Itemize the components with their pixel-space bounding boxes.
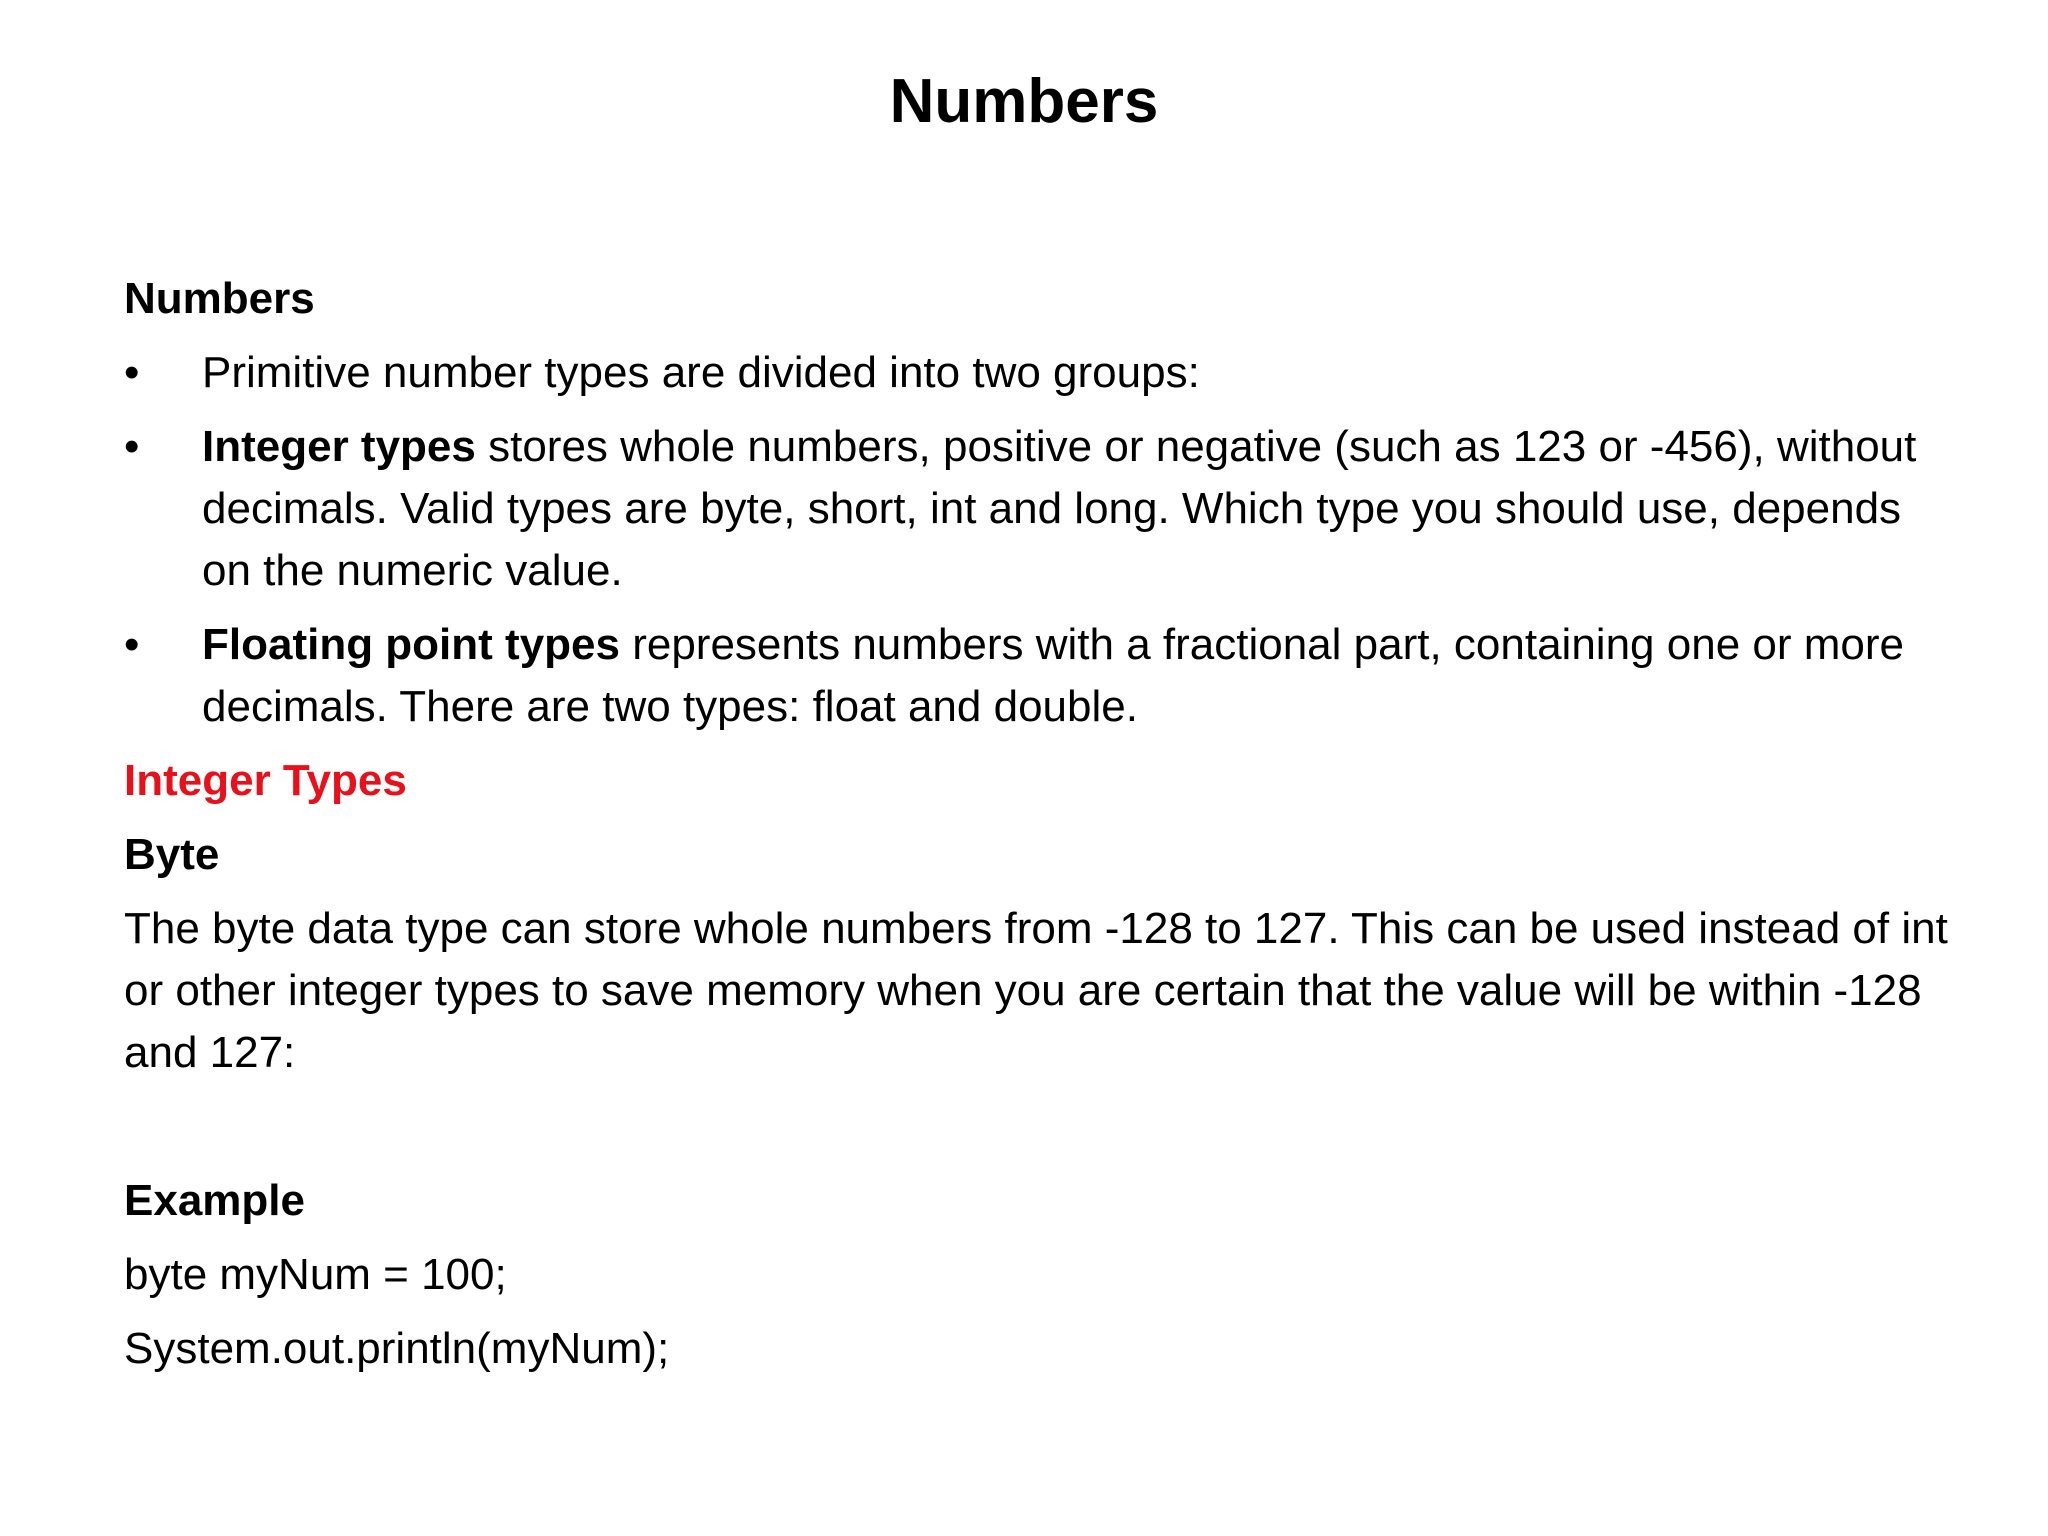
byte-heading: Byte — [124, 830, 220, 879]
slide-body — [124, 268, 1954, 1392]
bullet-item — [124, 614, 1954, 738]
bullet-text: Primitive number types are divided into two groups: — [202, 348, 1200, 397]
bullet-text: represents numbers with a fractional part, containing one or more decimals. There are two types: float and double. — [202, 620, 1904, 731]
code-line: System.out.println(myNum); — [124, 1324, 670, 1373]
bullet-dot: • — [124, 348, 140, 397]
example-heading: Example — [124, 1176, 305, 1225]
byte-paragraph: The byte data type can store whole numbers from -128 to 127. This can be used instead of int or other integer types to save memory when you are certain that the value will be within -128 and 127: — [124, 904, 1948, 1077]
spacer — [124, 1096, 1954, 1170]
slide-title: Numbers — [889, 67, 1159, 136]
bullet-list — [124, 342, 1954, 738]
bullet-text: stores whole numbers, positive or negative (such as 123 or -456), without decimals. Valid types are byte, short, int and long. Which type you should use, depends on the numeric value. — [202, 422, 1917, 595]
bullet-bold-term: Floating point types — [202, 620, 620, 669]
bullet-item — [124, 342, 1954, 404]
code-line: byte myNum = 100; — [124, 1250, 507, 1299]
bullet-bold-term: Integer types — [202, 422, 476, 471]
section-heading: Numbers — [124, 274, 315, 323]
bullet-dot: • — [124, 620, 140, 669]
bullet-dot: • — [124, 422, 140, 471]
integer-types-heading: Integer Types — [124, 756, 407, 805]
bullet-item — [124, 416, 1954, 602]
